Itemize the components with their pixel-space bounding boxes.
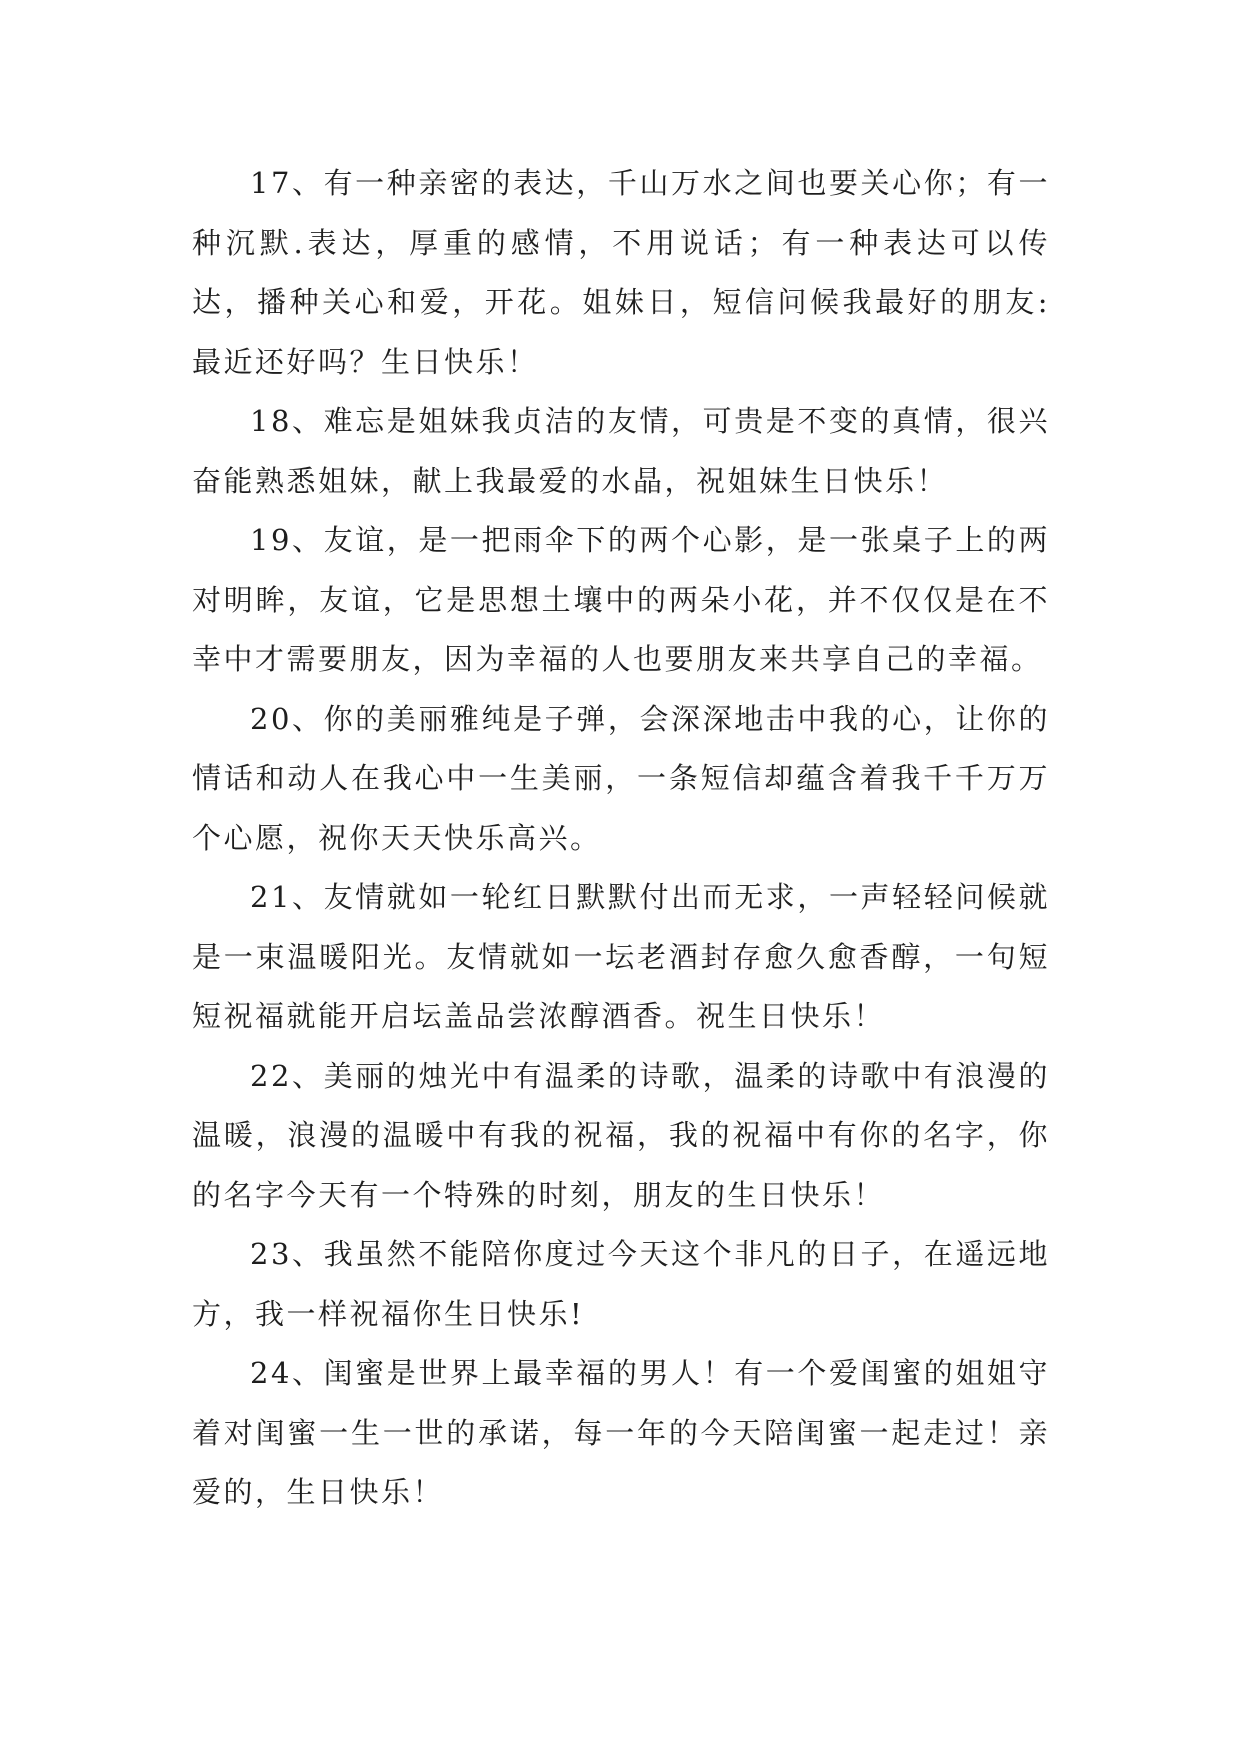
paragraph-18: 18、难忘是姐妹我贞洁的友情，可贵是不变的真情，很兴奋能熟悉姐妹，献上我最爱的水晶，祝姐妹生日快乐！ [192,404,1050,498]
paragraph-19: 19、友谊，是一把雨伞下的两个心影，是一张桌子上的两对明眸，友谊，它是思想土壤中的两朵小花，并不仅仅是在不幸中才需要朋友，因为幸福的人也要朋友来共享自己的幸福。 [192,523,1050,676]
paragraph-24: 24、闺蜜是世界上最幸福的男人！有一个爱闺蜜的姐姐守着对闺蜜一生一世的承诺，每一年的今天陪闺蜜一起走过！亲爱的，生日快乐！ [192,1356,1050,1509]
paragraph-17: 17、有一种亲密的表达，千山万水之间也要关心你；有一种沉默.表达，厚重的感情，不用说话；有一种表达可以传达，播种关心和爱，开花。姐妹日，短信问候我最好的朋友:最近还好吗？生日快乐！ [192,166,1050,379]
paragraph-21: 21、友情就如一轮红日默默付出而无求，一声轻轻问候就是一束温暖阳光。友情就如一坛老酒封存愈久愈香醇，一句短短祝福就能开启坛盖品尝浓醇酒香。祝生日快乐！ [192,880,1050,1033]
paragraph-22: 22、美丽的烛光中有温柔的诗歌，温柔的诗歌中有浪漫的温暖，浪漫的温暖中有我的祝福，我的祝福中有你的名字，你的名字今天有一个特殊的时刻，朋友的生日快乐！ [192,1058,1050,1212]
paragraph-20: 20、你的美丽雅纯是子弹，会深深地击中我的心，让你的情话和动人在我心中一生美丽，一条短信却蕴含着我千千万万个心愿，祝你天天快乐高兴。 [192,701,1050,855]
paragraph-23: 23、我虽然不能陪你度过今天这个非凡的日子，在遥远地方，我一样祝福你生日快乐! [192,1237,1050,1331]
document-body [192,154,1050,1523]
